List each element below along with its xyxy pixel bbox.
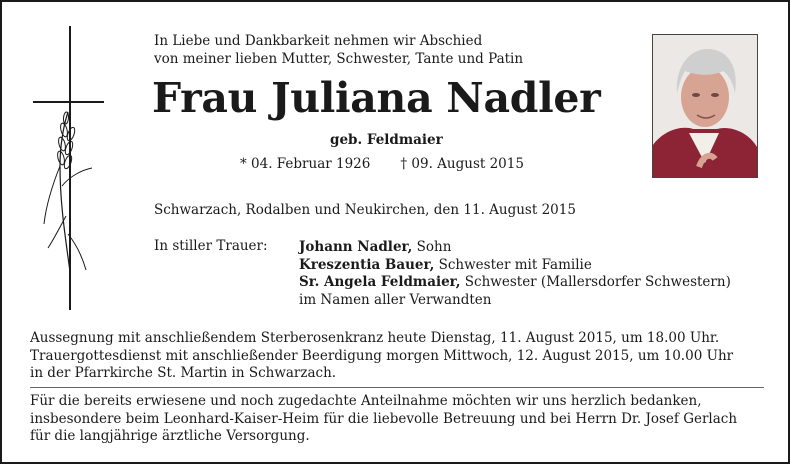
- death-date: † 09. August 2015: [400, 156, 524, 172]
- intro-line: von meiner lieben Mutter, Schwester, Tante und Patin: [154, 51, 524, 67]
- deceased-name: Frau Juliana Nadler: [152, 74, 601, 122]
- text-line: Für die bereits erwiesene und noch zugedachte Anteilnahme möchten wir uns herzlich bedanken,: [30, 393, 702, 409]
- mourners-list: [299, 239, 731, 309]
- mourner-item: [299, 274, 731, 292]
- mourner-item: [299, 239, 731, 257]
- birth-date: * 04. Februar 1926: [240, 156, 371, 172]
- mourning-label: In stiller Trauer:: [154, 238, 268, 254]
- mourner-relation: Schwester mit Familie: [434, 256, 592, 273]
- place-and-date: Schwarzach, Rodalben und Neukirchen, den 11. August 2015: [154, 202, 576, 218]
- intro-text: [154, 32, 523, 68]
- mourner-relation: Sohn: [412, 239, 452, 255]
- thanks-paragraph: [30, 393, 737, 446]
- service-announcement: [30, 330, 733, 383]
- life-dates: [240, 156, 524, 172]
- portrait-photo: [652, 34, 758, 178]
- birth-name: geb. Feldmaier: [330, 132, 443, 148]
- text-line: Aussegnung mit anschließendem Sterberosenkranz heute Dienstag, 11. August 2015, um 18.00 Uhr.: [30, 330, 720, 346]
- text-line: in der Pfarrkirche St. Martin in Schwarzach.: [30, 365, 337, 381]
- divider: [30, 387, 764, 388]
- mourner-item: [299, 257, 731, 275]
- cross-with-wheat-icon: [30, 26, 110, 312]
- text-line: insbesondere beim Leonhard-Kaiser-Heim für die liebevolle Betreuung und bei Herrn Dr. Josef Gerlach: [30, 410, 738, 427]
- text-line: Trauergottesdienst mit anschließender Beerdigung morgen Mittwoch, 12. August 2015, um 10.00 Uhr: [30, 347, 734, 364]
- relatives-line: im Namen aller Verwandten: [299, 291, 492, 308]
- mourner-name: Kreszentia Bauer,: [299, 256, 435, 273]
- mourner-relation: Schwester (Mallersdorfer Schwestern): [460, 274, 731, 290]
- text-line: für die langjährige ärztliche Versorgung.: [30, 428, 310, 444]
- mourner-name: Johann Nadler,: [299, 239, 413, 255]
- intro-line: In Liebe und Dankbarkeit nehmen wir Abschied: [154, 33, 483, 49]
- mourner-name: Sr. Angela Feldmaier,: [299, 274, 461, 290]
